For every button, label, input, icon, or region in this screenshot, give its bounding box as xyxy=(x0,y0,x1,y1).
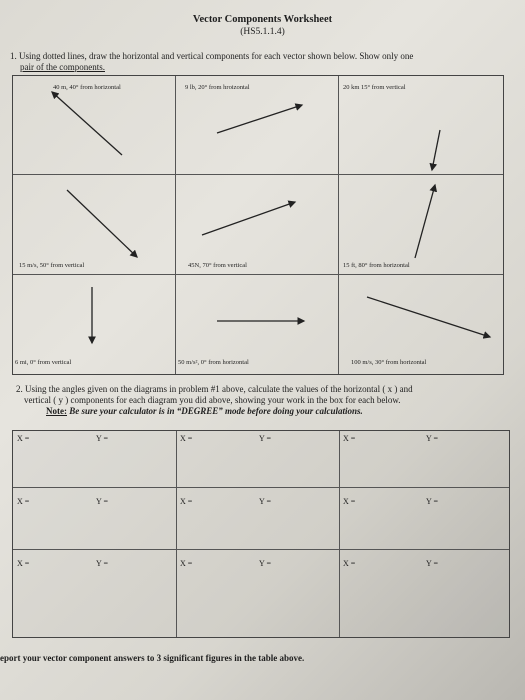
note-text: Be sure your calculator is in “DEGREE” mode before doing your calculations. xyxy=(69,406,363,416)
answer-y-8[interactable]: Y = xyxy=(259,559,271,568)
vector-label-8: 50 m/s², 0° from horizontal xyxy=(178,359,249,366)
question-1-line-2: pair of the components. xyxy=(20,62,105,72)
grid-divider xyxy=(13,487,509,488)
vector-arrow-1 xyxy=(52,92,122,155)
answer-x-8[interactable]: X = xyxy=(180,559,193,568)
answer-x-7[interactable]: X = xyxy=(17,559,30,568)
vector-label-2: 9 lb, 20° from hroizontal xyxy=(185,84,250,91)
answer-y-1[interactable]: Y = xyxy=(96,434,108,443)
question-1-line-1: 1. Using dotted lines, draw the horizontal and vertical components for each vector shown below. Show only one xyxy=(10,51,414,61)
answer-y-5[interactable]: Y = xyxy=(259,497,271,506)
answer-x-6[interactable]: X = xyxy=(343,497,356,506)
vector-arrow-9 xyxy=(367,297,490,337)
worksheet-code: (HS5.1.1.4) xyxy=(240,27,285,37)
vector-label-1: 40 m, 40° from horizontal xyxy=(53,84,121,91)
answer-y-7[interactable]: Y = xyxy=(96,559,108,568)
note-label: Note: xyxy=(46,406,67,416)
answer-grid xyxy=(12,430,510,638)
vector-label-4: 15 m/s, 50° from vertical xyxy=(19,262,85,269)
answer-x-5[interactable]: X = xyxy=(180,497,193,506)
answer-y-9[interactable]: Y = xyxy=(426,559,438,568)
answer-y-2[interactable]: Y = xyxy=(259,434,271,443)
vector-label-3: 20 km 15° from vertical xyxy=(343,84,406,91)
answer-x-4[interactable]: X = xyxy=(17,497,30,506)
vector-arrow-4 xyxy=(67,190,137,257)
vector-label-5: 45N, 70° from vertical xyxy=(188,262,247,269)
vector-arrow-3 xyxy=(432,130,440,170)
grid-divider xyxy=(176,431,177,637)
vector-arrows xyxy=(12,75,504,375)
answer-y-6[interactable]: Y = xyxy=(426,497,438,506)
vector-label-7: 6 mi, 0° from vertical xyxy=(15,359,72,366)
grid-divider xyxy=(339,431,340,637)
answer-x-3[interactable]: X = xyxy=(343,434,356,443)
grid-divider xyxy=(13,549,509,550)
question-1 xyxy=(10,51,510,73)
answer-y-3[interactable]: Y = xyxy=(426,434,438,443)
vector-arrow-5 xyxy=(202,202,295,235)
vector-arrow-2 xyxy=(217,105,302,133)
footer-instruction: eport your vector component answers to 3 significant figures in the table above. xyxy=(0,653,305,663)
answer-x-1[interactable]: X = xyxy=(17,434,30,443)
question-2-note xyxy=(16,406,496,417)
question-2-line-1: 2. Using the angles given on the diagrams in problem #1 above, calculate the values of the horizontal ( x ) and xyxy=(16,384,413,394)
worksheet-title: Vector Components Worksheet xyxy=(192,14,333,25)
vector-arrow-6 xyxy=(415,185,435,258)
answer-x-9[interactable]: X = xyxy=(343,559,356,568)
question-2 xyxy=(16,384,496,417)
question-2-line-2: vertical ( y ) components for each diagram you did above, showing your work in the box for each below. xyxy=(24,395,401,405)
vector-label-9: 100 m/s, 30° from horizontal xyxy=(351,359,427,366)
answer-y-4[interactable]: Y = xyxy=(96,497,108,506)
answer-x-2[interactable]: X = xyxy=(180,434,193,443)
vector-label-6: 15 ft, 80° from horizontal xyxy=(343,262,410,269)
